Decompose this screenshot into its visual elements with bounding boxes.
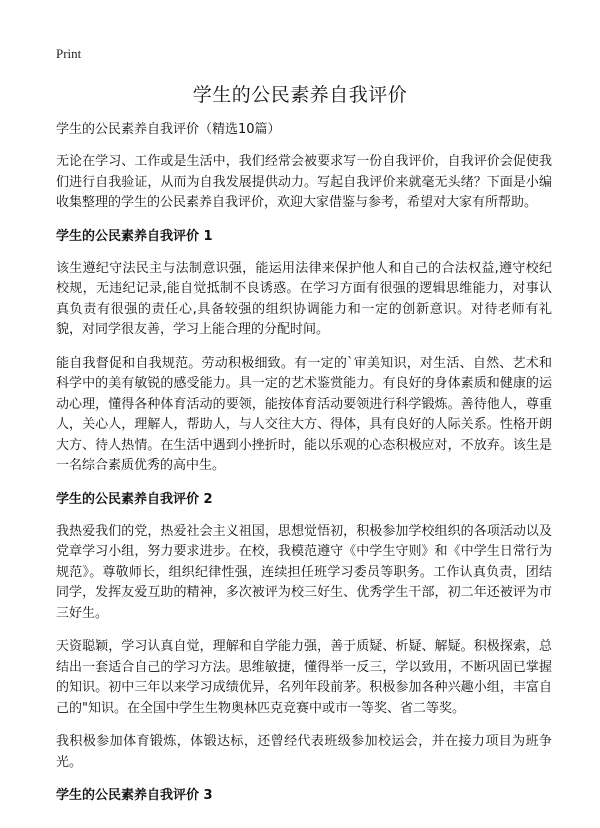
article-body xyxy=(56,120,552,818)
print-link[interactable]: Print xyxy=(56,46,82,61)
intro-paragraph: 无论在学习、工作或是生活中，我们经常会被要求写一份自我评价，自我评价会促使我们进行自我验证，从而为自我发展提供动力。写起自我评价来就毫无头绪？下面是小编收集整理的学生的公民素养自我评价，欢迎大家借鉴与参考，希望对大家有所帮助。 xyxy=(56,154,552,210)
section-1-paragraph-2: 能自我督促和自我规范。劳动积极细致。有一定的`审美知识，对生活、自然、艺术和科学中的美有敏锐的感受能力。具一定的艺术鉴赏能力。有良好的身体素质和健康的运动心理，懂得各种体育活动的要领，能按体育活动要领进行科学锻炼。善待他人，尊重人，关心人，理解人，帮助人，与人交往大方、得体，具有良好的人际关系。性格开朗大方、待人热情。在生活中遇到小挫折时，能以乐观的心态积极应对，不放弃。该生是一名综合素质优秀的高中生。 xyxy=(56,355,552,473)
page-title: 学生的公民素养自我评价 xyxy=(192,84,408,106)
section-2-paragraph-3: 我积极参加体育锻炼，体锻达标，还曾经代表班级参加校运会，并在接力项目为班争光。 xyxy=(56,734,552,770)
section-heading-3: 学生的公民素养自我评价 3 xyxy=(56,788,213,803)
section-1-paragraph-1: 该生遵纪守法民主与法制意识强，能运用法律来保护他人和自己的合法权益,遵守校纪校规，无违纪记录,能自觉抵制不良诱惑。在学习方面有很强的逻辑思维能力，对事认真负责有很强的责任心,具备较强的组织协调能力和一定的创新意识。对待老师有礼貌，对同学很友善，学习上能合理的分配时间。 xyxy=(56,260,552,337)
section-heading-1: 学生的公民素养自我评价 1 xyxy=(56,228,213,244)
article-subtitle: 学生的公民素养自我评价（精选10篇） xyxy=(56,122,281,137)
section-2-paragraph-2: 天资聪颖，学习认真自觉，理解和自学能力强，善于质疑、析疑、解疑。积极探索，总结出一套适合自己的学习方法。思维敏捷，懂得举一反三，学以致用，不断巩固已掌握的知识。初中三年以来学习成绩优异，名列年段前茅。积极参加各种兴趣小组，丰富自己的"知识。在全国中学生生物奥林匹克竞赛中或市一等奖、省二等奖。 xyxy=(56,639,552,716)
section-heading-2: 学生的公民素养自我评价 2 xyxy=(56,491,213,507)
section-2-paragraph-1: 我热爱我们的党，热爱社会主义祖国，思想觉悟初，积极参加学校组织的各项活动以及党章学习小组，努力要求进步。在校，我模范遵守《中学生守则》和《中学生日常行为规范》。尊敬师长，组织纪律性强，连续担任班学习委员等职务。工作认真负责，团结同学，发挥友爱互助的精神，多次被评为校三好生、优秀学生干部，初二年还被评为市三好生。 xyxy=(56,523,552,621)
